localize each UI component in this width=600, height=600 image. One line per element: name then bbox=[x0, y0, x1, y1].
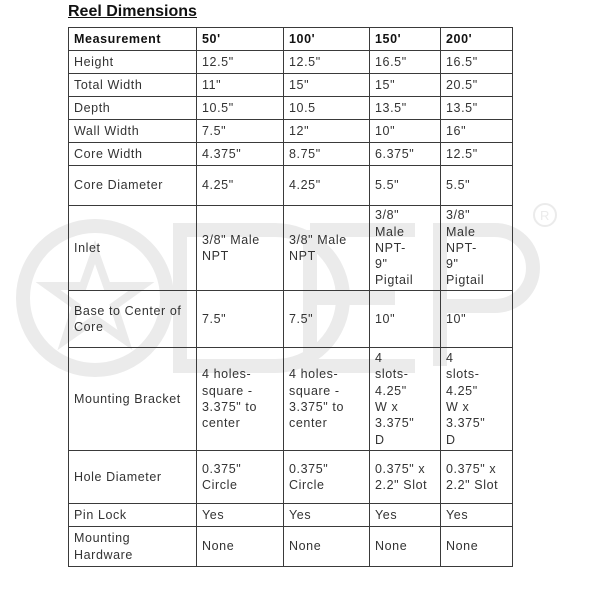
table-cell: 15" bbox=[370, 74, 441, 97]
table-cell: 11" bbox=[197, 74, 284, 97]
table-cell: 12.5" bbox=[284, 51, 370, 74]
table-cell: 16" bbox=[441, 120, 513, 143]
table-cell: Yes bbox=[441, 504, 513, 527]
table-cell: 10" bbox=[370, 291, 441, 348]
table-cell: Yes bbox=[370, 504, 441, 527]
table-cell: 3/8" Male NPT- 9" Pigtail bbox=[441, 206, 513, 291]
table-row bbox=[69, 348, 513, 451]
row-label: Base to Center of Core bbox=[69, 291, 197, 348]
table-cell: 12.5" bbox=[197, 51, 284, 74]
row-label: Pin Lock bbox=[69, 504, 197, 527]
table-cell: 4 slots- 4.25" W x 3.375" D bbox=[370, 348, 441, 451]
row-label: Hole Diameter bbox=[69, 451, 197, 504]
table-cell: 6.375" bbox=[370, 143, 441, 166]
page-title: Reel Dimensions bbox=[68, 3, 197, 20]
row-label: Inlet bbox=[69, 206, 197, 291]
table-row bbox=[69, 206, 513, 291]
table-cell: 15" bbox=[284, 74, 370, 97]
table-cell: 5.5" bbox=[441, 166, 513, 206]
table-cell: 4.25" bbox=[197, 166, 284, 206]
table-cell: 13.5" bbox=[441, 97, 513, 120]
table-cell: 8.75" bbox=[284, 143, 370, 166]
table-cell: 4 slots- 4.25" W x 3.375" D bbox=[441, 348, 513, 451]
table-cell: 7.5" bbox=[197, 120, 284, 143]
header-cell: Measurement bbox=[69, 28, 197, 51]
row-label: Mounting Bracket bbox=[69, 348, 197, 451]
table-cell: 4.375" bbox=[197, 143, 284, 166]
table-cell: 10.5 bbox=[284, 97, 370, 120]
table-cell: 7.5" bbox=[284, 291, 370, 348]
row-label: Height bbox=[69, 51, 197, 74]
table-cell: 16.5" bbox=[441, 51, 513, 74]
table-cell: 4.25" bbox=[284, 166, 370, 206]
table-cell: 0.375" Circle bbox=[284, 451, 370, 504]
header-cell: 150' bbox=[370, 28, 441, 51]
svg-text:R: R bbox=[540, 208, 550, 223]
table-cell: Yes bbox=[197, 504, 284, 527]
table-cell: 3/8" Male NPT bbox=[197, 206, 284, 291]
table-row bbox=[69, 451, 513, 504]
table-row bbox=[69, 143, 513, 166]
row-label: Mounting Hardware bbox=[69, 527, 197, 567]
header-cell: 50' bbox=[197, 28, 284, 51]
table-cell: 16.5" bbox=[370, 51, 441, 74]
table-cell: 4 holes-square - 3.375" to center bbox=[284, 348, 370, 451]
table-row bbox=[69, 291, 513, 348]
row-label: Core Width bbox=[69, 143, 197, 166]
header-cell: 200' bbox=[441, 28, 513, 51]
table-cell: 3/8" Male NPT bbox=[284, 206, 370, 291]
table-cell: 0.375" x 2.2" Slot bbox=[441, 451, 513, 504]
table-row bbox=[69, 51, 513, 74]
row-label: Depth bbox=[69, 97, 197, 120]
table-cell: 10.5" bbox=[197, 97, 284, 120]
table-cell: 12" bbox=[284, 120, 370, 143]
table-cell: 10" bbox=[441, 291, 513, 348]
table-row bbox=[69, 74, 513, 97]
row-label: Wall Width bbox=[69, 120, 197, 143]
header-cell: 100' bbox=[284, 28, 370, 51]
table-cell: None bbox=[441, 527, 513, 567]
table-cell: 4 holes-square - 3.375" to center bbox=[197, 348, 284, 451]
table-cell: 7.5" bbox=[197, 291, 284, 348]
table-cell: None bbox=[197, 527, 284, 567]
table-row bbox=[69, 527, 513, 567]
table-row bbox=[69, 97, 513, 120]
table-row bbox=[69, 120, 513, 143]
row-label: Core Diameter bbox=[69, 166, 197, 206]
table-row bbox=[69, 504, 513, 527]
reel-dimensions-table bbox=[68, 27, 513, 567]
table-cell: None bbox=[370, 527, 441, 567]
table-cell: None bbox=[284, 527, 370, 567]
table-cell: 20.5" bbox=[441, 74, 513, 97]
table-cell: 5.5" bbox=[370, 166, 441, 206]
table-cell: 3/8" Male NPT- 9" Pigtail bbox=[370, 206, 441, 291]
table-row bbox=[69, 166, 513, 206]
table-cell: 0.375" Circle bbox=[197, 451, 284, 504]
row-label: Total Width bbox=[69, 74, 197, 97]
table-cell: 0.375" x 2.2" Slot bbox=[370, 451, 441, 504]
table-cell: 10" bbox=[370, 120, 441, 143]
table-cell: Yes bbox=[284, 504, 370, 527]
table-cell: 12.5" bbox=[441, 143, 513, 166]
table-header-row bbox=[69, 28, 513, 51]
table-cell: 13.5" bbox=[370, 97, 441, 120]
